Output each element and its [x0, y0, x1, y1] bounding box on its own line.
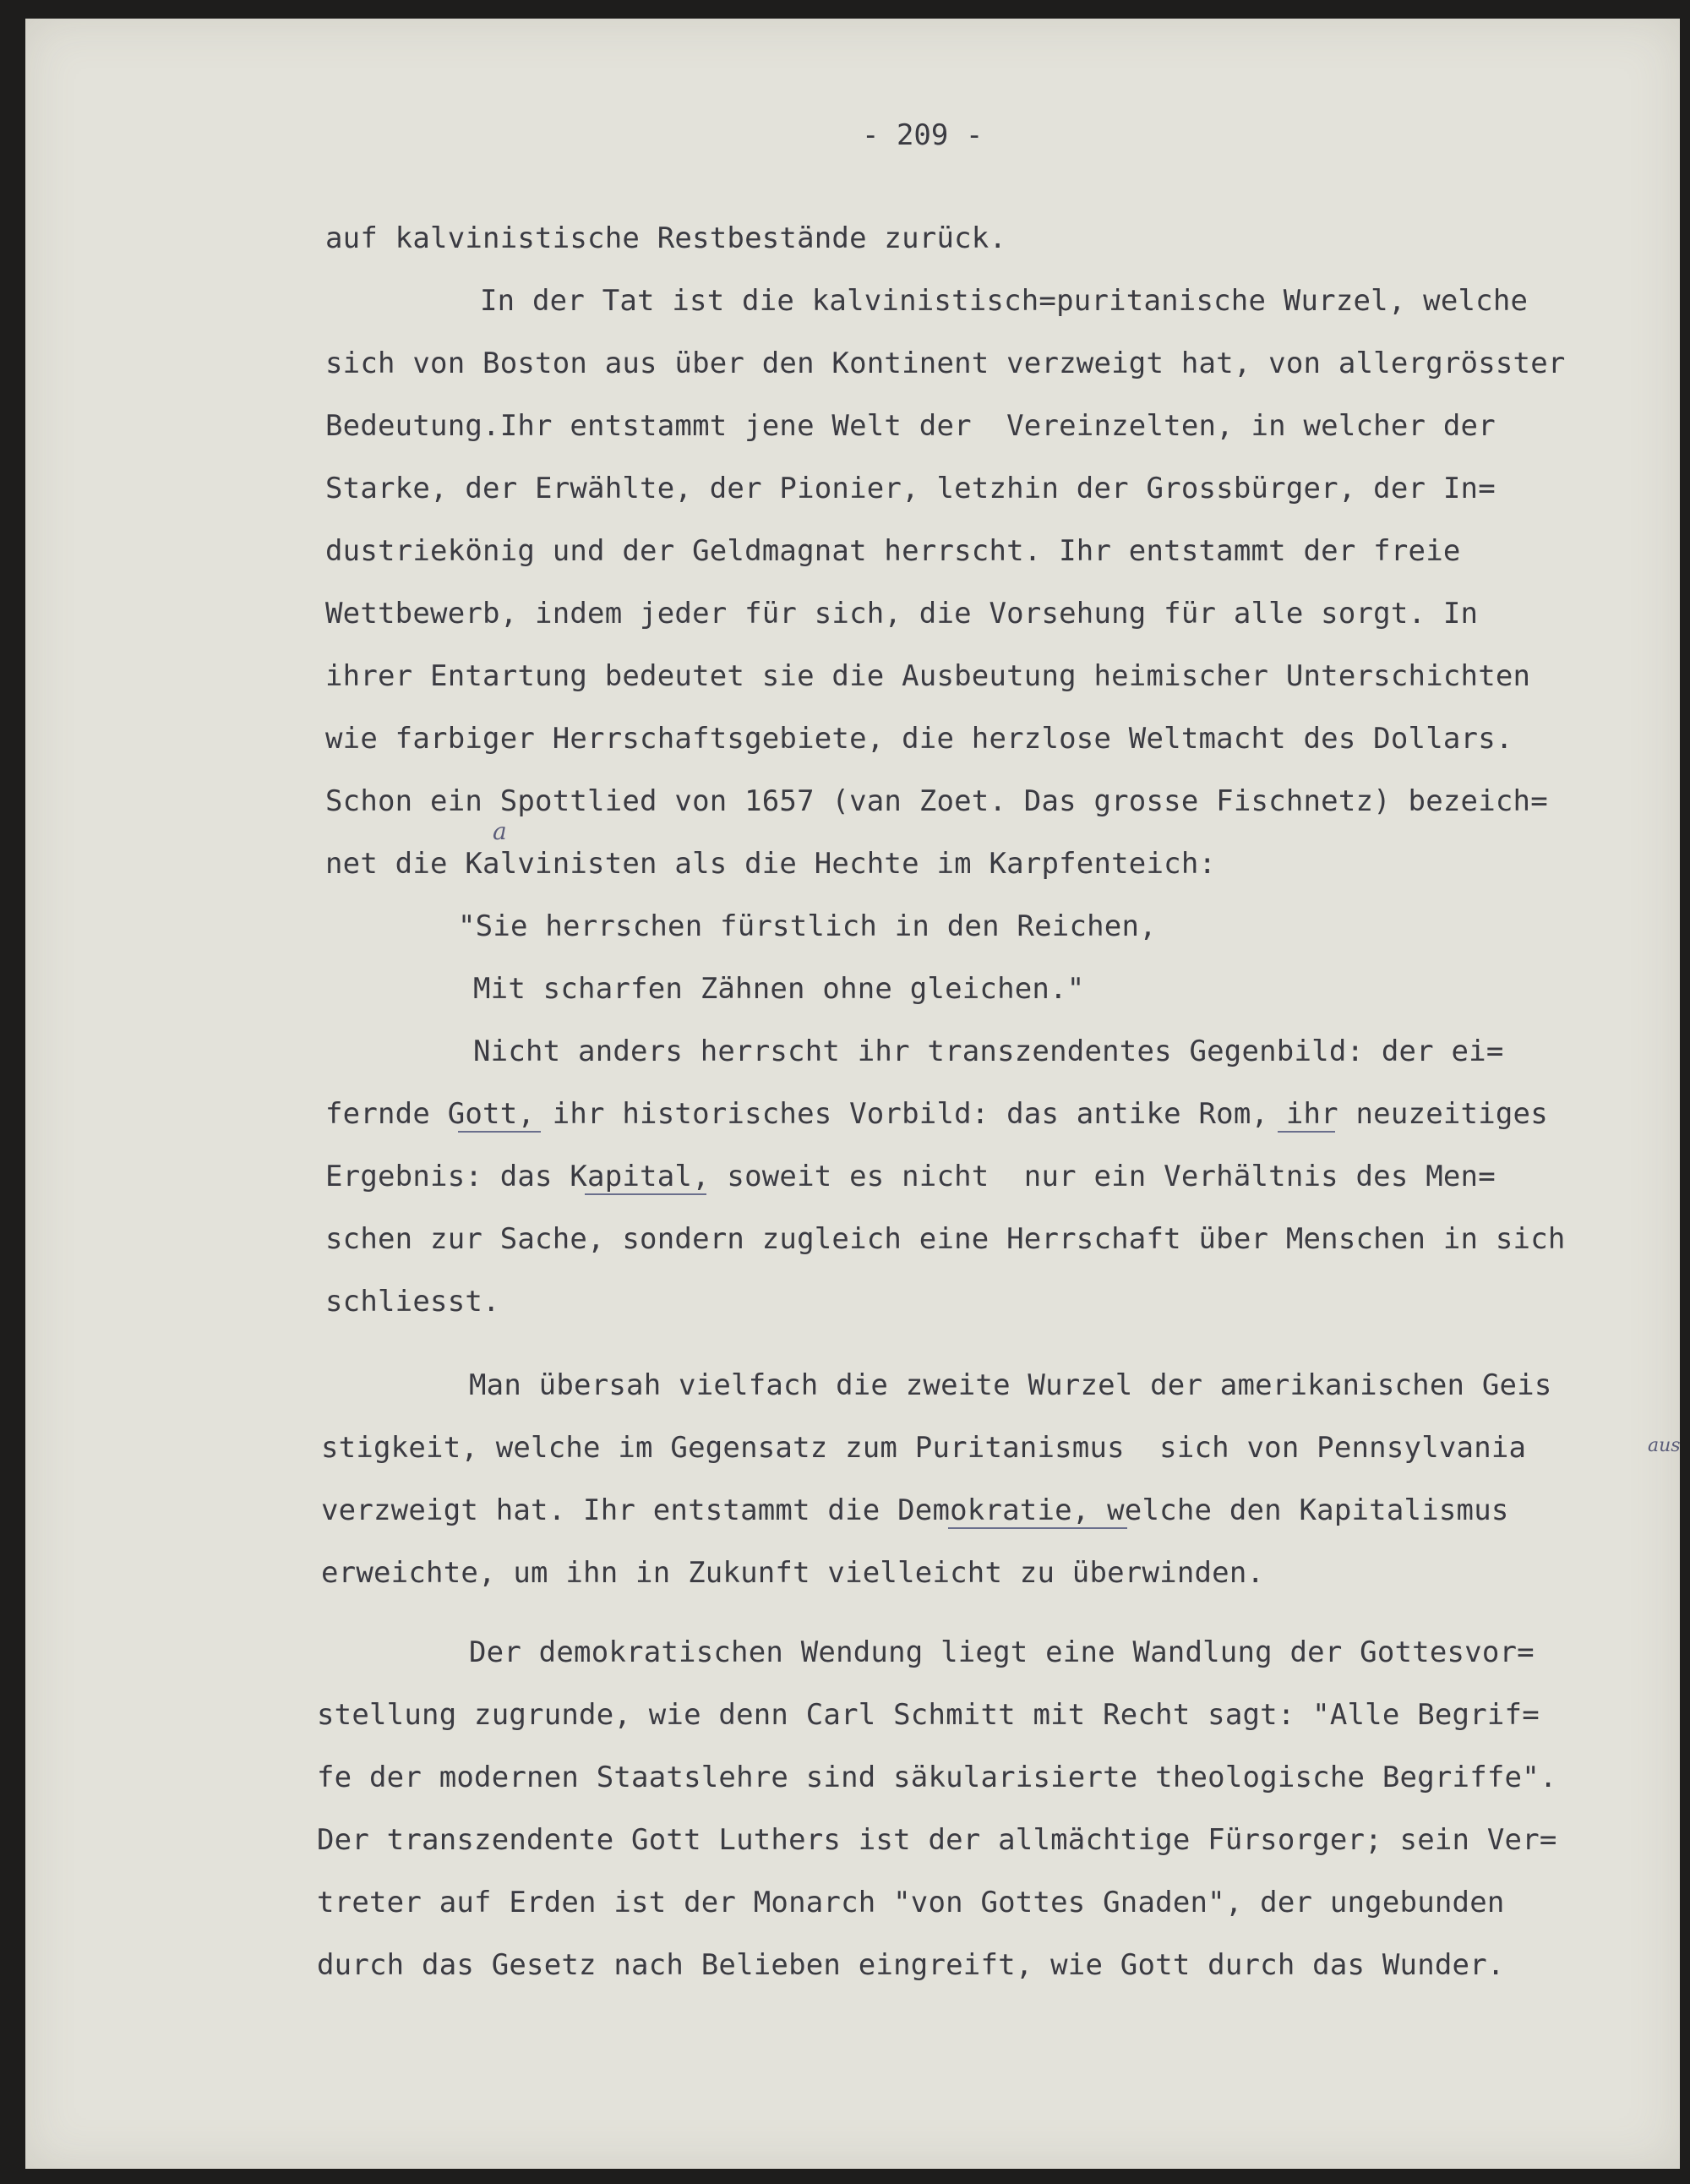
- interlinear-correction: a: [493, 817, 507, 845]
- text-line-7: Wettbewerb, indem jeder für sich, die Vorsehung für alle sorgt. In: [325, 597, 1479, 631]
- text-line-13: fernde Gott, ihr historisches Vorbild: das antike Rom, ihr neuzeitiges: [325, 1097, 1548, 1131]
- text-line-15: schen zur Sache, sondern zugleich eine Herrschaft über Menschen in sich: [325, 1222, 1566, 1256]
- text-line-18: stigkeit, welche im Gegensatz zum Puritanismus sich von Pennsylvania: [321, 1431, 1527, 1465]
- text-line-17: Man übersah vielfach die zweite Wurzel der amerikanischen Geis: [469, 1368, 1552, 1402]
- text-line-22: stellung zugrunde, wie denn Carl Schmitt mit Recht sagt: "Alle Begrif=: [317, 1698, 1540, 1732]
- text-line-26: durch das Gesetz nach Belieben eingreift, wie Gott durch das Wunder.: [317, 1948, 1505, 1982]
- text-line-19: verzweigt hat. Ihr entstammt die Demokratie, welche den Kapitalismus: [321, 1493, 1509, 1527]
- underline-demokratie: [948, 1527, 1127, 1529]
- text-line-1: auf kalvinistische Restbestände zurück.: [325, 221, 1007, 255]
- text-line-3: sich von Boston aus über den Kontinent verzweigt hat, von allergrösster: [325, 347, 1566, 380]
- document-page: [25, 19, 1680, 2169]
- text-line-2: In der Tat ist die kalvinistisch=puritanische Wurzel, welche: [480, 284, 1529, 318]
- text-line-5: Starke, der Erwählte, der Pionier, letzhin der Grossbürger, der In=: [325, 472, 1496, 505]
- text-line-25: treter auf Erden ist der Monarch "von Gottes Gnaden", der ungebunden: [317, 1886, 1505, 1919]
- text-line-11: net die Kalvinisten als die Hechte im Karpfenteich:: [325, 847, 1217, 881]
- text-line-24: Der transzendente Gott Luthers ist der allmächtige Fürsorger; sein Ver=: [317, 1823, 1557, 1857]
- quote-line-1: "Sie herrschen fürstlich in den Reichen,: [458, 909, 1157, 943]
- text-line-21: Der demokratischen Wendung liegt eine Wandlung der Gottesvor=: [469, 1635, 1535, 1669]
- margin-note: aus: [1648, 1435, 1681, 1456]
- text-line-8: ihrer Entartung bedeutet sie die Ausbeutung heimischer Unterschichten: [325, 659, 1531, 693]
- text-line-4: Bedeutung.Ihr entstammt jene Welt der Vereinzelten, in welcher der: [325, 409, 1496, 443]
- quote-line-2: Mit scharfen Zähnen ohne gleichen.": [473, 972, 1085, 1006]
- page-number: - 209 -: [862, 118, 984, 152]
- text-line-23: fe der modernen Staatslehre sind säkularisierte theologische Begriffe".: [317, 1761, 1557, 1794]
- underline-kapital: [585, 1193, 706, 1195]
- text-line-12: Nicht anders herrscht ihr transzendentes Gegenbild: der ei=: [473, 1035, 1504, 1068]
- text-line-6: dustriekönig und der Geldmagnat herrscht. Ihr entstammt der freie: [325, 534, 1461, 568]
- underline-rom: [1278, 1131, 1335, 1133]
- text-line-10: Schon ein Spottlied von 1657 (van Zoet. Das grosse Fischnetz) bezeich=: [325, 784, 1548, 818]
- text-line-9: wie farbiger Herrschaftsgebiete, die herzlose Weltmacht des Dollars.: [325, 722, 1513, 756]
- text-line-20: erweichte, um ihn in Zukunft vielleicht zu überwinden.: [321, 1556, 1265, 1590]
- underline-gott: [458, 1131, 541, 1133]
- text-line-14: Ergebnis: das Kapital, soweit es nicht nur ein Verhältnis des Men=: [325, 1160, 1496, 1193]
- text-line-16: schliesst.: [325, 1285, 500, 1319]
